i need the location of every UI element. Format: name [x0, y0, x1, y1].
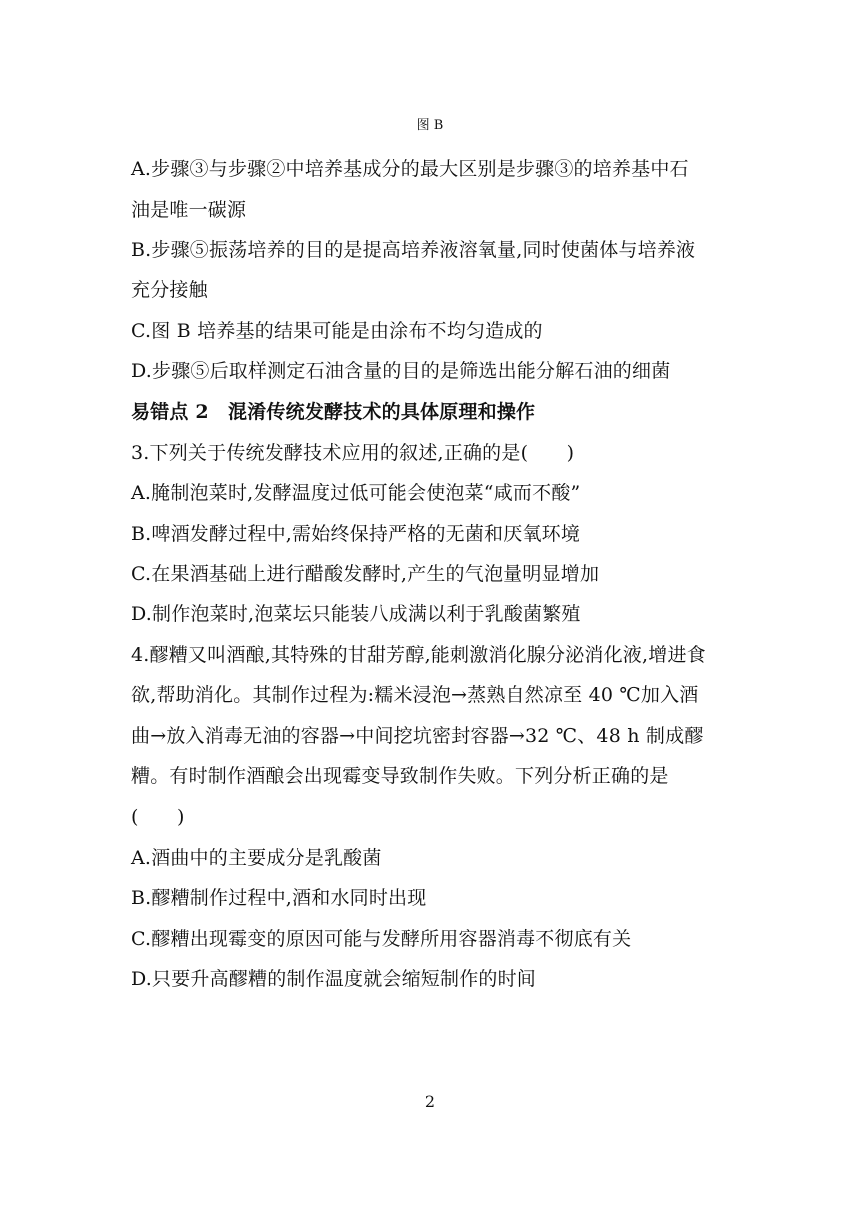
q2-option-a-line1: A.步骤③与步骤②中培养基成分的最大区别是步骤③的培养基中石 [131, 158, 689, 180]
q4-stem-line1: 4.醪糟又叫酒酿,其特殊的甘甜芳醇,能刺激消化腺分泌消化液,增进食 [131, 644, 706, 666]
q4-option-a: A.酒曲中的主要成分是乳酸菌 [131, 847, 382, 869]
page-number: 2 [424, 1092, 436, 1111]
q4-option-c: C.醪糟出现霉变的原因可能与发酵所用容器消毒不彻底有关 [131, 928, 632, 950]
q2-option-d: D.步骤⑤后取样测定石油含量的目的是筛选出能分解石油的细菌 [131, 360, 671, 382]
q4-stem-line5: ( ) [131, 806, 185, 828]
q4-stem-line4: 糟。有时制作酒酿会出现霉变导致制作失败。下列分析正确的是 [131, 765, 669, 787]
q2-option-b-line2: 充分接触 [131, 279, 208, 301]
q3-option-b: B.啤酒发酵过程中,需始终保持严格的无菌和厌氧环境 [131, 523, 581, 545]
figure-caption: 图 B [416, 118, 444, 133]
section-heading: 易错点 2 混淆传统发酵技术的具体原理和操作 [131, 401, 536, 423]
q3-option-c: C.在果酒基础上进行醋酸发酵时,产生的气泡量明显增加 [131, 563, 600, 585]
q4-stem-line3: 曲→放入消毒无油的容器→中间挖坑密封容器→32 ℃、48 h 制成醪 [131, 725, 704, 747]
q3-option-a: A.腌制泡菜时,发酵温度过低可能会使泡菜“咸而不酸” [131, 482, 581, 504]
q2-option-a-line2: 油是唯一碳源 [131, 199, 247, 221]
q4-option-d: D.只要升高醪糟的制作温度就会缩短制作的时间 [131, 968, 536, 990]
q2-option-c: C.图 B 培养基的结果可能是由涂布不均匀造成的 [131, 320, 543, 342]
q3-stem: 3.下列关于传统发酵技术应用的叙述,正确的是( ) [131, 442, 575, 464]
q2-option-b-line1: B.步骤⑤振荡培养的目的是提高培养液溶氧量,同时使菌体与培养液 [131, 239, 696, 261]
q4-option-b: B.醪糟制作过程中,酒和水同时出现 [131, 887, 427, 909]
q3-option-d: D.制作泡菜时,泡菜坛只能装八成满以利于乳酸菌繁殖 [131, 603, 581, 625]
q4-stem-line2: 欲,帮助消化。其制作过程为:糯米浸泡→蒸熟自然凉至 40 ℃加入酒 [131, 684, 699, 706]
